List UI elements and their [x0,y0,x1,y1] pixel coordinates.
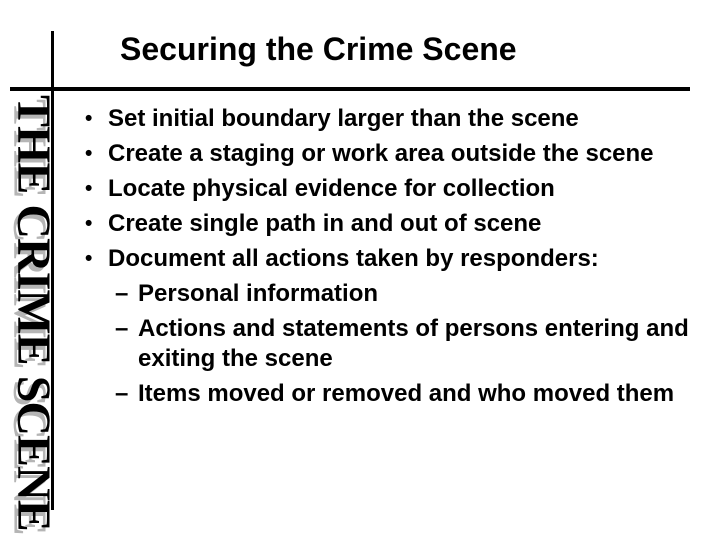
dash-icon: – [115,315,129,342]
bullet-icon: • [85,212,93,235]
bullet-icon: • [85,107,93,130]
bullet-text: Items moved or removed and who moved them [138,380,675,407]
bullet-text: Document all actions taken by responders: [108,245,599,272]
sub-bullet-item [85,314,693,374]
dash-icon: – [115,380,129,407]
bullet-item [85,244,693,274]
bullet-item [85,104,693,134]
bullet-text: Actions and statements of persons entering and exiting the scene [138,315,689,372]
bullet-list [85,104,693,414]
dash-icon: – [115,280,129,307]
bullet-text: Create a staging or work area outside the scene [108,140,654,167]
bullet-item [85,209,693,239]
bullet-icon: • [85,177,93,200]
bullet-icon: • [85,142,93,165]
bullet-text: Locate physical evidence for collection [108,175,555,202]
bullet-item [85,174,693,204]
bullet-text: Personal information [138,280,379,307]
sub-bullet-item [85,379,693,409]
bullet-text: Create single path in and out of scene [108,210,542,237]
bullet-icon: • [85,247,93,270]
horizontal-divider-line [10,87,690,91]
bullet-text: Set initial boundary larger than the scene [108,105,579,132]
slide-title: Securing the Crime Scene [120,31,517,67]
bullet-item [85,139,693,169]
sidebar-vertical-text: THE CRIME SCENE [7,95,60,531]
sub-bullet-item [85,279,693,309]
